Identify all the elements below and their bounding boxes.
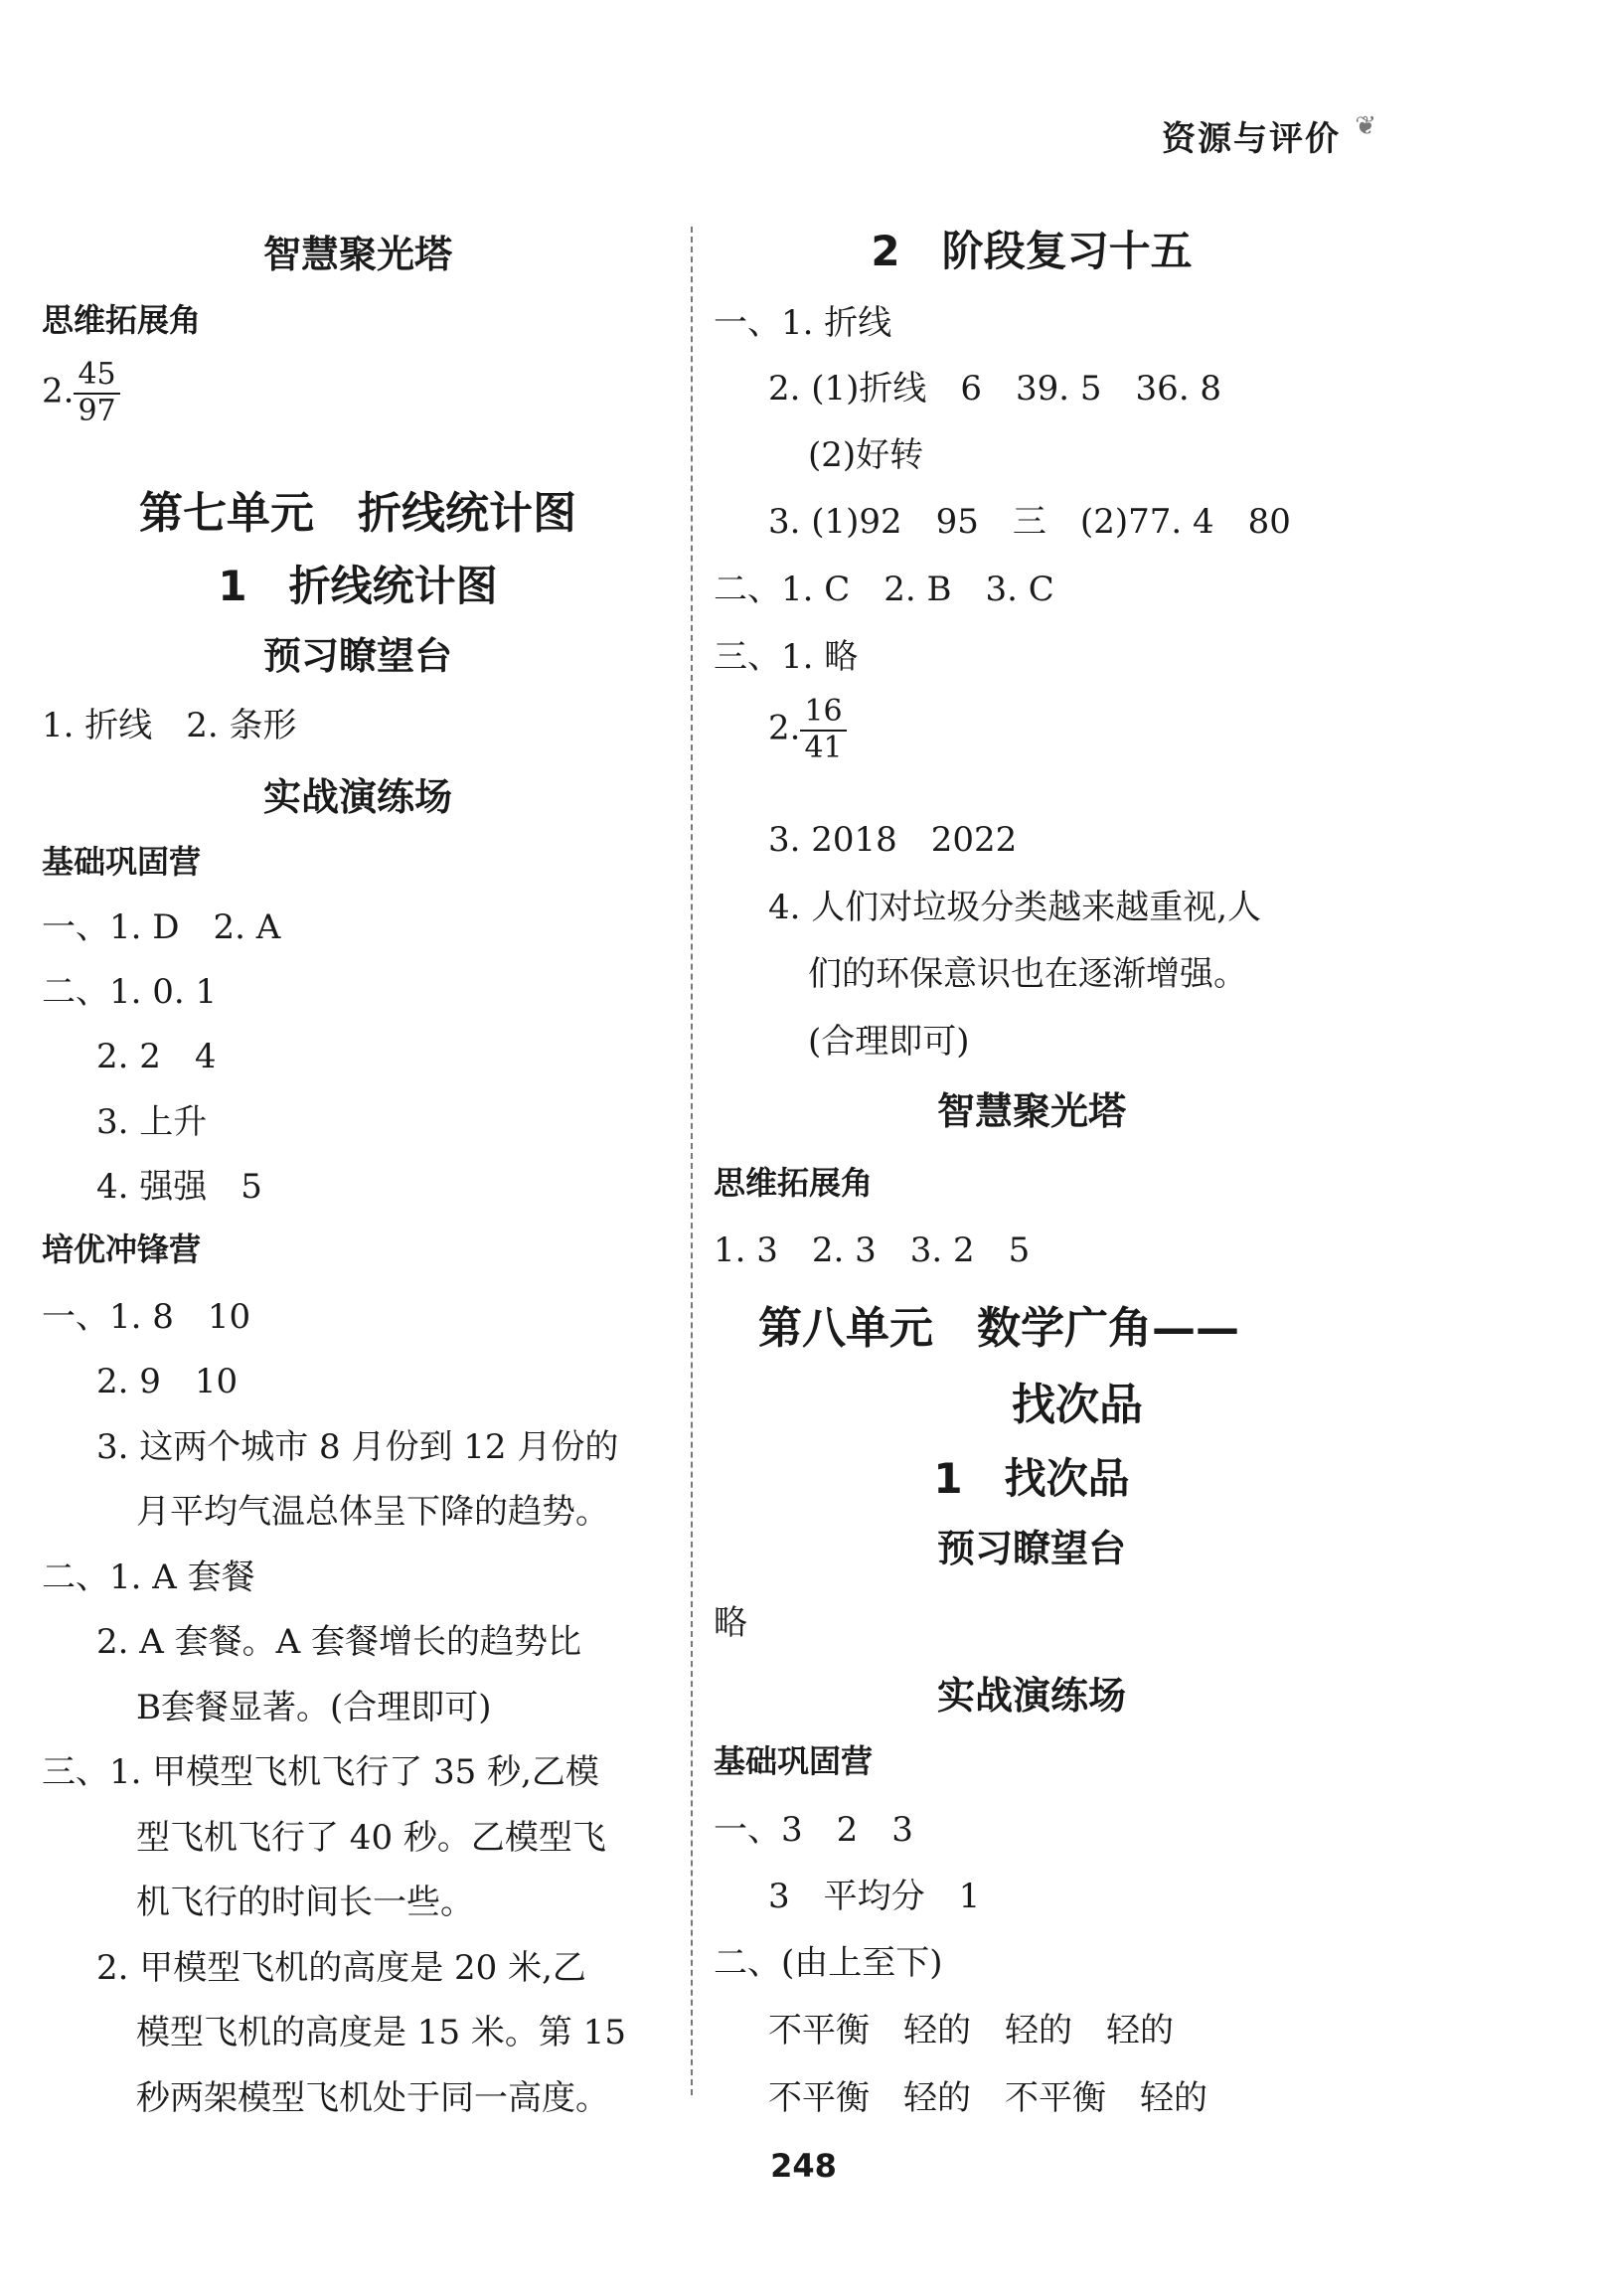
answer-line: 1. 3 2. 3 3. 2 5 [714, 1230, 1031, 1270]
answer-line: 二、1. 0. 1 [42, 972, 218, 1012]
answer-line: 二、1. A 套餐 [42, 1558, 255, 1597]
answer-line: 秒两架模型飞机处于同一高度。 [136, 2078, 609, 2118]
section-heading: 实战演练场 [936, 1674, 1126, 1718]
answer-line: 2. 2 4 [96, 1037, 217, 1076]
answer-line: 机飞行的时间长一些。 [136, 1883, 474, 1922]
fraction-numerator: 45 [74, 358, 119, 395]
answer-line-fraction [768, 695, 847, 765]
subsection-heading: 思维拓展角 [42, 301, 202, 339]
page-number: 248 [770, 2147, 837, 2185]
answer-line: 2. 甲模型飞机的高度是 20 米,乙 [96, 1948, 586, 1988]
answer-line: 不平衡 轻的 轻的 轻的 [768, 2011, 1174, 2050]
section-heading: 预习瞭望台 [936, 1527, 1126, 1570]
lesson-title: 1 折线统计图 [218, 562, 498, 610]
answer-line: 二、1. C 2. B 3. C [714, 570, 1054, 609]
answer-prefix: 2. [42, 371, 75, 411]
answer-line: 2. (1)折线 6 39. 5 36. 8 [768, 369, 1222, 409]
answer-line: (合理即可) [808, 1022, 970, 1062]
answer-line: 一、3 2 3 [714, 1810, 913, 1850]
fraction [74, 358, 119, 428]
header-decoration-icon: ❦ [1355, 111, 1376, 141]
section-heading: 实战演练场 [262, 775, 452, 819]
answer-line: 三、1. 略 [714, 637, 859, 677]
answer-line: 二、(由上至下) [714, 1943, 943, 1983]
unit-title: 第七单元 折线统计图 [139, 488, 576, 539]
answer-line: 模型飞机的高度是 15 米。第 15 [136, 2013, 626, 2052]
header-title: 资源与评价 [1162, 119, 1341, 159]
answer-line: 型飞机飞行了 40 秒。乙模型飞 [136, 1818, 606, 1858]
fraction-denominator: 97 [78, 393, 116, 428]
answer-line: 略 [714, 1603, 747, 1643]
lesson-title: 1 找次品 [933, 1454, 1130, 1503]
section-heading: 智慧聚光塔 [262, 233, 452, 276]
fraction-denominator: 41 [804, 730, 843, 765]
answer-line: 不平衡 轻的 不平衡 轻的 [768, 2078, 1207, 2118]
answer-line: 2. A 套餐。A 套餐增长的趋势比 [96, 1622, 581, 1662]
unit-title: 找次品 [1012, 1380, 1143, 1430]
column-divider [691, 227, 693, 2095]
answer-line: 2. 9 10 [96, 1362, 239, 1401]
subsection-heading: 基础巩固营 [42, 843, 202, 881]
answer-line: 3 平均分 1 [768, 1877, 981, 1916]
unit-title: 第八单元 数学广角—— [758, 1303, 1239, 1354]
answer-line: 3. 2018 2022 [768, 820, 1018, 860]
subsection-heading: 培优冲锋营 [42, 1230, 202, 1268]
answer-prefix: 2. [768, 708, 801, 748]
subsection-heading: 思维拓展角 [714, 1164, 874, 1202]
answer-line: B套餐显著。(合理即可) [136, 1688, 492, 1727]
review-title: 2 阶段复习十五 [871, 227, 1193, 275]
answer-line: 一、1. D 2. A [42, 907, 281, 947]
section-heading: 预习瞭望台 [262, 634, 452, 678]
fraction [800, 695, 846, 765]
answer-line: 3. 上升 [96, 1102, 208, 1142]
answer-line: 4. 强强 5 [96, 1167, 262, 1207]
fraction-numerator: 16 [800, 695, 846, 732]
answer-line: 三、1. 甲模型飞机飞行了 35 秒,乙模 [42, 1752, 599, 1792]
answer-line: 一、1. 折线 [714, 303, 892, 343]
answer-line: 3. 这两个城市 8 月份到 12 月份的 [96, 1427, 619, 1467]
answer-line: 一、1. 8 10 [42, 1297, 251, 1337]
section-heading: 智慧聚光塔 [936, 1089, 1126, 1133]
answer-line: 3. (1)92 95 三 (2)77. 4 80 [768, 502, 1291, 542]
answer-line-fraction [42, 358, 120, 428]
answer-line: 1. 折线 2. 条形 [42, 706, 297, 745]
subsection-heading: 基础巩固营 [714, 1742, 874, 1780]
answer-line: 们的环保意识也在逐渐增强。 [808, 954, 1247, 994]
answer-line: 4. 人们对垃圾分类越来越重视,人 [768, 888, 1262, 927]
answer-line: (2)好转 [808, 435, 924, 475]
answer-line: 月平均气温总体呈下降的趋势。 [136, 1492, 609, 1532]
